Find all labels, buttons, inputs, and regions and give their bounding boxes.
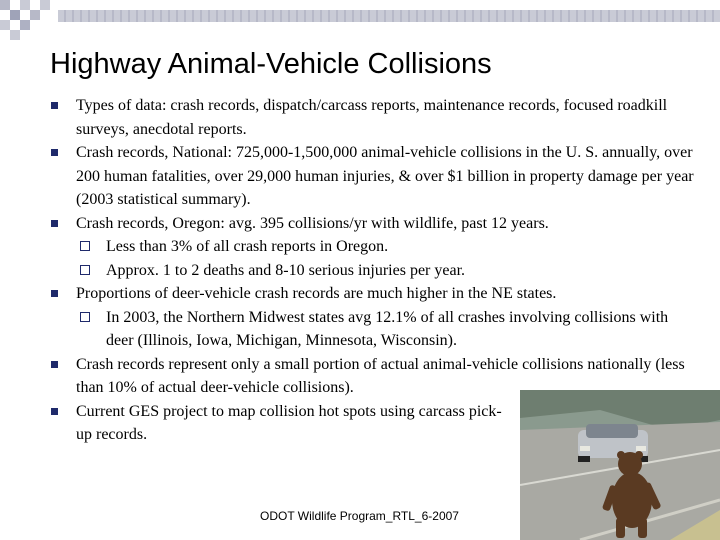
bullet-square-icon xyxy=(51,290,58,297)
bullet-square-icon xyxy=(51,408,58,415)
list-item xyxy=(48,94,698,141)
hollow-square-bullet-icon xyxy=(80,312,90,322)
bullet-square-icon xyxy=(51,102,58,109)
sub-list-item xyxy=(48,259,698,283)
sub-list-item xyxy=(48,235,698,259)
bullet-text: Crash records represent only a small portion of actual animal-vehicle collisions nationally (less than 10% of actual deer-vehicle collisions). xyxy=(76,355,685,396)
sub-list-item xyxy=(48,306,698,353)
sub-bullet-text: In 2003, the Northern Midwest states avg 12.1% of all crashes involving collisions with deer (Illinois, Iowa, Michigan, Minnesota, Wisconsin). xyxy=(106,308,669,349)
bullet-text: Crash records, Oregon: avg. 395 collisions/yr with wildlife, past 12 years. xyxy=(76,214,549,232)
bullet-square-icon xyxy=(51,220,58,227)
sub-bullet-text: Less than 3% of all crash reports in Oregon. xyxy=(106,238,389,255)
bullet-square-icon xyxy=(51,361,58,368)
bullet-text: Current GES project to map collision hot spots using carcass pick-up records. xyxy=(76,402,502,443)
hollow-square-bullet-icon xyxy=(80,265,90,275)
bullet-text: Types of data: crash records, dispatch/carcass reports, maintenance records, focused roadkill surveys, anecdotal reports. xyxy=(76,97,668,138)
decorative-checker-pattern xyxy=(0,0,60,40)
sub-bullet-text: Approx. 1 to 2 deaths and 8-10 serious injuries per year. xyxy=(106,261,466,279)
bullet-text: Proportions of deer-vehicle crash records are much higher in the NE states. xyxy=(76,285,557,302)
bullet-square-icon xyxy=(51,149,58,156)
hollow-square-bullet-icon xyxy=(80,241,90,251)
bullet-text: Crash records, National: 725,000-1,500,000 animal-vehicle collisions in the U. S. annually, over 200 human fatalities, over 29,000 human injuries, & over $1 billion in property damage per year (2003 statistical summary). xyxy=(76,144,694,208)
list-item xyxy=(48,282,698,306)
slide-title: Highway Animal-Vehicle Collisions xyxy=(50,48,492,80)
slide-footer: ODOT Wildlife Program_RTL_6-2007 xyxy=(260,509,459,523)
decorative-header-bar xyxy=(58,10,720,22)
list-item xyxy=(48,141,698,212)
list-item xyxy=(48,212,698,236)
bear-on-highway-photo xyxy=(520,390,720,540)
